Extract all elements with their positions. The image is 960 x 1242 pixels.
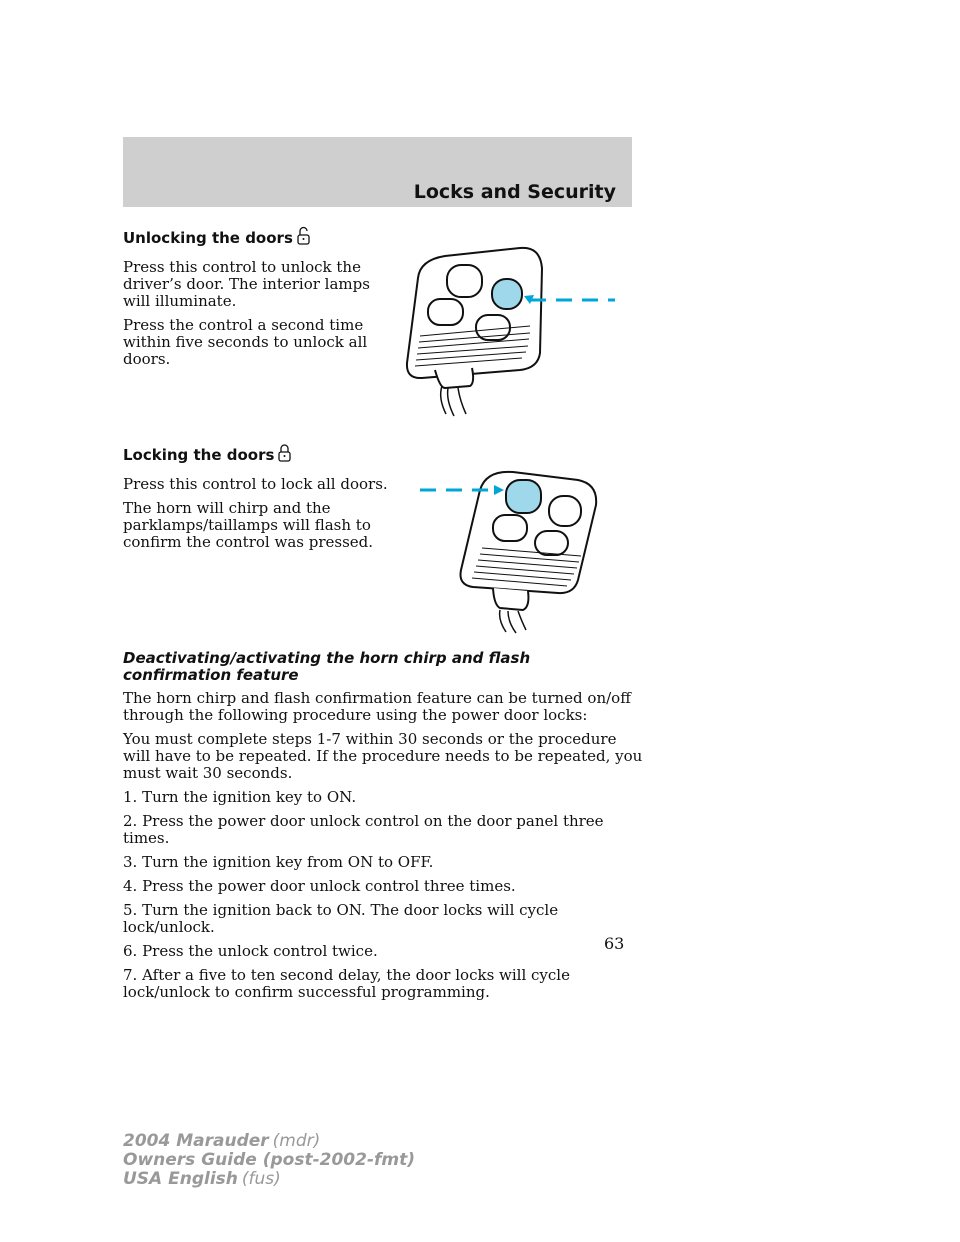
lock-padlock-icon xyxy=(277,443,292,467)
unlock-padlock-icon xyxy=(296,226,311,250)
step-7: 7. After a five to ten second delay, the door locks will cycle lock/unlock to confirm successful programming. xyxy=(123,966,570,1001)
footer-model: 2004 Marauder xyxy=(123,1131,269,1151)
header-band xyxy=(123,137,632,207)
step-2: 2. Press the power door unlock control on the door panel three times. xyxy=(123,812,604,847)
key-fob-lock-illustration xyxy=(418,460,628,635)
lock-section xyxy=(123,443,393,558)
footer-line-1 xyxy=(123,1132,415,1151)
step-6: 6. Press the unlock control twice. xyxy=(123,942,378,960)
footer-line-2 xyxy=(123,1151,415,1170)
unlock-heading xyxy=(123,226,393,250)
footer-language: USA English xyxy=(123,1169,238,1189)
lock-paragraph-1: Press this control to lock all doors. xyxy=(123,475,388,493)
lock-heading xyxy=(123,443,393,467)
footer-guide: Owners Guide (post-2002-fmt) xyxy=(123,1150,416,1170)
key-fob-unlock-illustration xyxy=(400,238,620,418)
horn-chirp-heading: Deactivating/activating the horn chirp and flash confirmation feature xyxy=(123,649,531,684)
unlock-heading-text: Unlocking the doors xyxy=(123,229,293,247)
step-5: 5. Turn the ignition back to ON. The door locks will cycle lock/unlock. xyxy=(123,901,559,936)
horn-chirp-section xyxy=(123,650,643,1008)
unlock-paragraph-2: Press the control a second time within five seconds to unlock all doors. xyxy=(123,316,368,368)
page-number: 63 xyxy=(604,934,625,953)
footer-line-3 xyxy=(123,1170,415,1189)
horn-paragraph-1: The horn chirp and flash confirmation feature can be turned on/off through the following procedure using the power door locks: xyxy=(123,689,631,724)
footer-model-code: (mdr) xyxy=(272,1131,321,1151)
footer xyxy=(123,1132,415,1189)
unlock-section xyxy=(123,226,393,375)
step-1: 1. Turn the ignition key to ON. xyxy=(123,788,357,806)
footer-language-code: (fus) xyxy=(241,1169,281,1189)
section-title: Locks and Security xyxy=(413,181,616,203)
lock-heading-text: Locking the doors xyxy=(123,446,275,464)
step-3: 3. Turn the ignition key from ON to OFF. xyxy=(123,853,434,871)
unlock-paragraph-1: Press this control to unlock the driver’s door. The interior lamps will illuminate. xyxy=(123,258,370,310)
lock-paragraph-2: The horn will chirp and the parklamps/taillamps will flash to confirm the control was pressed. xyxy=(123,499,374,551)
step-4: 4. Press the power door unlock control three times. xyxy=(123,877,516,895)
horn-paragraph-2: You must complete steps 1-7 within 30 seconds or the procedure will have to be repeated. If the procedure needs to be repeated, you must wait 30 seconds. xyxy=(123,730,643,782)
